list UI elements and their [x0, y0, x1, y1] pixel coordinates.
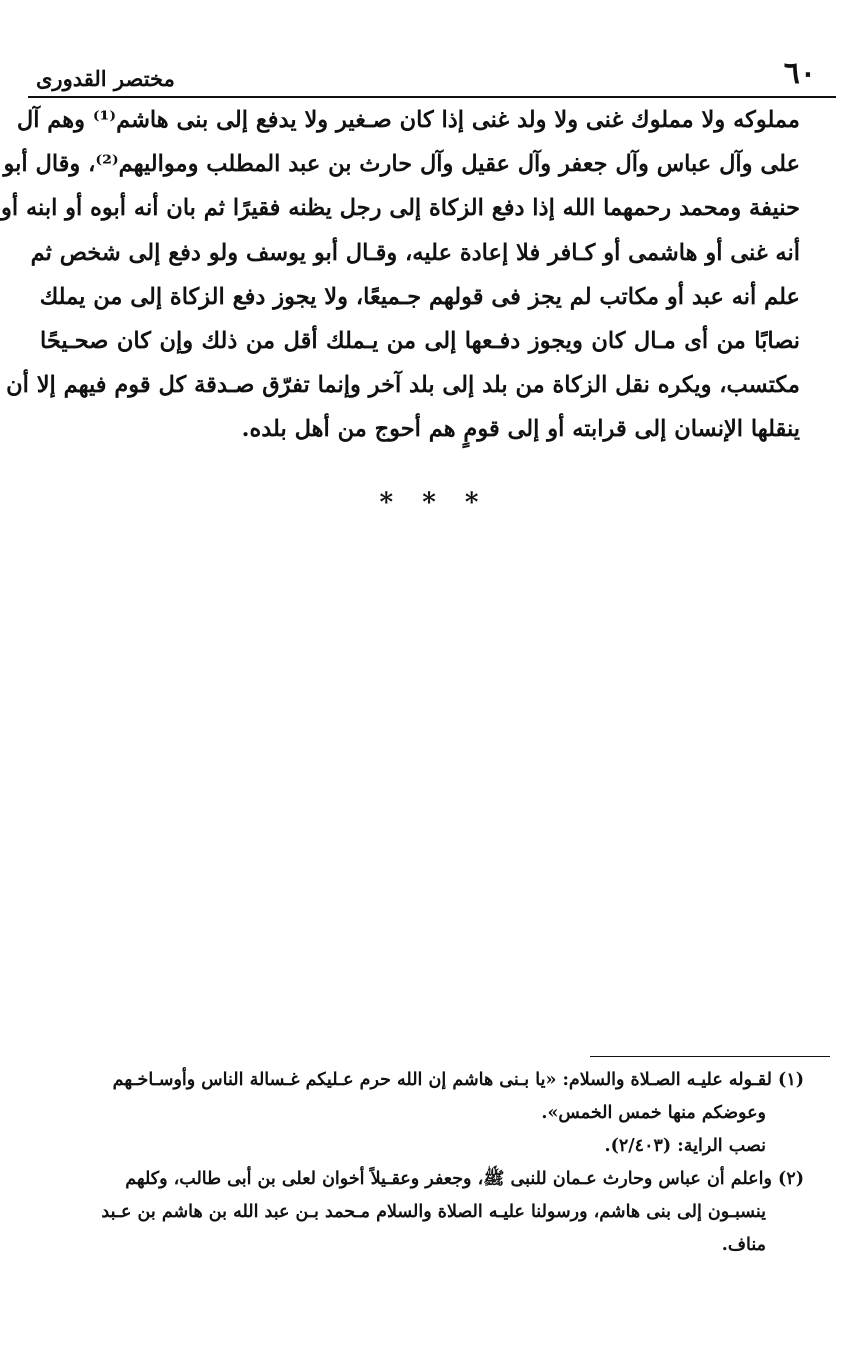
footnote-line: نصب الراية: (٢/٤٠٣).	[604, 1136, 766, 1156]
text-line: أنه غنى أو هاشمى أو كـافر فلا إعادة عليه، وقـال أبو يوسف ولو دفع إلى شخص ثم	[30, 239, 800, 266]
footnote-line: ينسبـون إلى بنى هاشم، ورسولنا عليـه الصلاة والسلام مـحمد بـن عبد الله بن هاشم بن عـبد	[101, 1202, 766, 1222]
main-text	[1, 98, 800, 452]
text-line: مكتسب، ويكره نقل الزكاة من بلد إلى بلد آخر وإنما تفرّق صـدقة كل قوم فيهم إلا أن	[6, 372, 800, 399]
text-line: حنيفة ومحمد رحمهما الله إذا دفع الزكاة إلى رجل يظنه فقيرًا ثم بان أنه أبوه أو ابنه أو	[1, 195, 800, 222]
footnotes	[40, 1064, 804, 1262]
page-header	[28, 52, 836, 98]
text-line: نصابًا من أى مـال كان ويجوز دفـعها إلى من يـملك أقل من ذلك وإن كان صحـيحًا	[40, 327, 800, 354]
book-title: مختصر القدورى	[36, 66, 175, 91]
footnote-line: (١) لقـوله عليـه الصـلاة والسلام: «يا بـنى هاشم إن الله حرم عـليكم غـسالة الناس وأوسـاخـهم	[112, 1070, 804, 1090]
page-number: ٦٠	[783, 56, 816, 91]
footnote-divider	[590, 1056, 830, 1057]
footnote-1	[40, 1064, 804, 1163]
section-separator: * * *	[379, 488, 489, 518]
text-line: مملوكه ولا مملوك غنى ولا ولد غنى إذا كان صـغير ولا يدفع إلى بنى هاشم⁽¹⁾ وهم آل	[16, 107, 800, 133]
text-line: ينقلها الإنسان إلى قرابته أو إلى قومٍ هم أحوج من أهل بلده.	[241, 416, 800, 443]
text-line: علم أنه عبد أو مكاتب لم يجز فى قولهم جـميعًا، ولا يجوز دفع الزكاة إلى من يملك	[39, 283, 800, 310]
footnote-line: مناف.	[721, 1235, 766, 1255]
text-line: على وآل عباس وآل جعفر وآل عقيل وآل حارث بن عبد المطلب ومواليهم⁽²⁾، وقال أبو	[3, 151, 800, 178]
footnote-line: وعوضكم منها خمس الخمس».	[541, 1103, 766, 1123]
footnote-2	[40, 1163, 804, 1262]
footnote-line: (٢) واعلم أن عباس وحارث عـمان للنبى ﷺ، وجعفر وعقـيلاً أخوان لعلى بن أبى طالب، وكلهم	[125, 1169, 804, 1189]
